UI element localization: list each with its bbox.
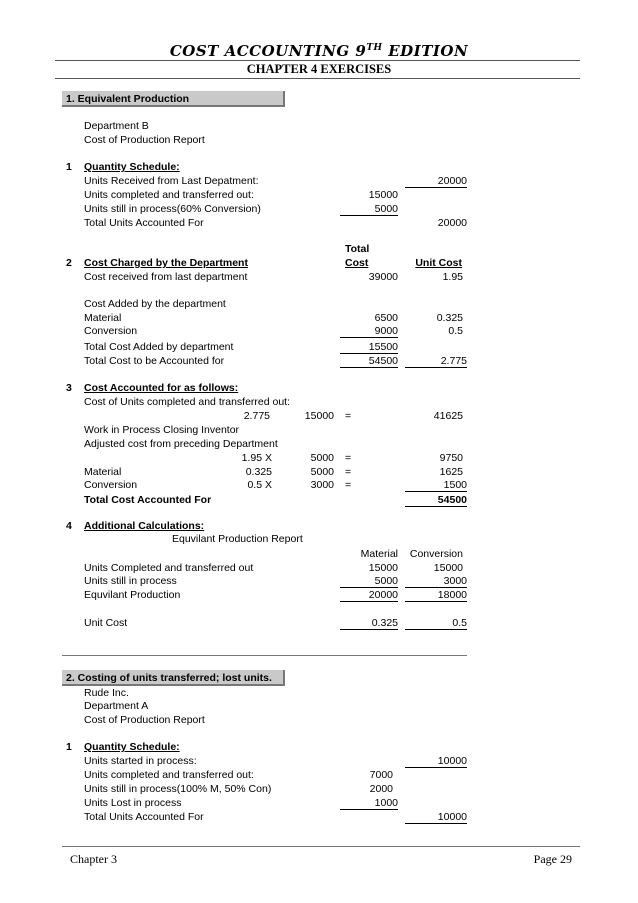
item-number: 4 [66,520,72,532]
row-label: Total Cost to be Accounted for [84,355,225,367]
column-header-unit-cost: Unit Cost [415,257,462,269]
row-value: 15000 [368,189,398,201]
row-value: 20000 [405,175,467,188]
department-label: Department B [84,120,149,132]
item-number: 1 [66,161,72,173]
row-label: Units completed and transferred out: [84,189,254,201]
row-value: 9000 [340,325,398,338]
row-label: Equvilant Production [84,589,181,601]
row-value: 0.5 [448,325,463,337]
row-value: 2.775 [405,355,467,368]
footer-chapter: Chapter 3 [70,852,117,866]
section-divider [62,655,467,656]
row-value: 2000 [369,783,393,795]
row-label: Unit Cost [84,617,128,629]
item-number: 2 [66,257,72,269]
footer-rule [62,846,580,847]
row-value: 15000 [433,562,463,574]
row-label: Units Received from Last Depatment: [84,175,259,187]
column-header-total: Total [345,243,370,255]
equals: = [345,479,352,491]
rate: 1.95 X [241,452,272,464]
row-label: Units started in process: [84,755,197,767]
row-label: Units still in process(60% Conversion) [84,203,261,215]
equals: = [345,410,352,422]
row-label: Conversion [84,479,138,491]
subheading: Equvilant Production Report [172,533,303,545]
row-label: Total Units Accounted For [84,217,204,229]
additional-calculations-title: Additional Calculations: [84,520,205,532]
cost-accounted-title: Cost Accounted for as follows: [84,382,239,394]
company-name: Rude Inc. [84,687,129,699]
cost-charged-title: Cost Charged by the Department [84,257,248,269]
item-number: 1 [66,741,72,753]
row-value: 20000 [340,589,398,602]
rate: 0.325 [245,466,272,478]
row-label: Cost received from last department [84,271,248,283]
units: 3000 [310,479,334,491]
equals: = [345,466,352,478]
row-value: 9750 [439,452,463,464]
row-value: 0.325 [340,617,398,630]
row-value: 18000 [405,589,467,602]
row-value: 6500 [374,312,398,324]
row-value: 1500 [405,479,467,492]
row-label: Adjusted cost from preceding Department [84,438,278,450]
quantity-schedule-title: Quantity Schedule: [84,161,180,173]
row-value: 15000 [368,562,398,574]
document-title: COST ACCOUNTING 9TH EDITION [169,42,469,60]
section-heading-equivalent-production: 1. Equivalent Production [62,91,285,107]
rate: 2.775 [243,410,270,422]
row-label: Conversion [84,325,138,337]
report-label: Cost of Production Report [84,134,205,146]
row-label: Work in Process Closing Inventor [84,424,240,436]
row-label: Material [84,466,122,478]
row-value: 10000 [405,755,467,768]
row-value: 15500 [340,341,398,354]
row-label: Cost Added by the department [84,298,226,310]
row-value: 7000 [369,769,393,781]
row-value: 1.95 [442,271,463,283]
row-label: Material [84,312,122,324]
item-number: 3 [66,382,72,394]
row-value: 54500 [405,494,467,507]
row-label: Total Cost Added by department [84,341,234,353]
rate: 0.5 X [247,479,272,491]
quantity-schedule-title: Quantity Schedule: [84,741,180,753]
row-label: Units Lost in process [84,797,182,809]
row-value: 5000 [340,203,398,216]
units: 5000 [310,466,334,478]
row-value: 54500 [340,355,398,368]
row-label: Total Cost Accounted For [84,494,212,506]
row-value: 1000 [340,797,398,810]
equals: = [345,452,352,464]
row-value: 39000 [368,271,398,283]
row-value: 20000 [437,217,467,229]
row-label: Total Units Accounted For [84,811,204,823]
column-header-material: Material [360,548,398,560]
header-rule-top [55,60,580,61]
row-value: 0.325 [436,312,463,324]
units: 5000 [310,452,334,464]
row-value: 0.5 [405,617,467,630]
row-value: 3000 [405,575,467,588]
row-label: Units completed and transferred out: [84,769,254,781]
row-value: 1625 [439,466,463,478]
footer-page-number: Page 29 [533,852,572,866]
row-value: 10000 [405,811,467,824]
department-label: Department A [84,700,149,712]
column-header-cost: Cost [345,257,369,269]
row-label: Cost of Units completed and transferred out: [84,396,291,408]
row-value: 5000 [340,575,398,588]
section-heading-costing-lost-units: 2. Costing of units transferred; lost units. [62,670,285,686]
units: 15000 [304,410,334,422]
row-value: 41625 [433,410,463,422]
report-label: Cost of Production Report [84,714,205,726]
header-rule-bottom [55,78,580,79]
row-label: Units still in process(100% M, 50% Con) [84,783,272,795]
row-label: Units still in process [84,575,177,587]
document-subtitle: CHAPTER 4 EXERCISES [246,62,392,76]
column-header-conversion: Conversion [409,548,463,560]
row-label: Units Completed and transferred out [84,562,254,574]
